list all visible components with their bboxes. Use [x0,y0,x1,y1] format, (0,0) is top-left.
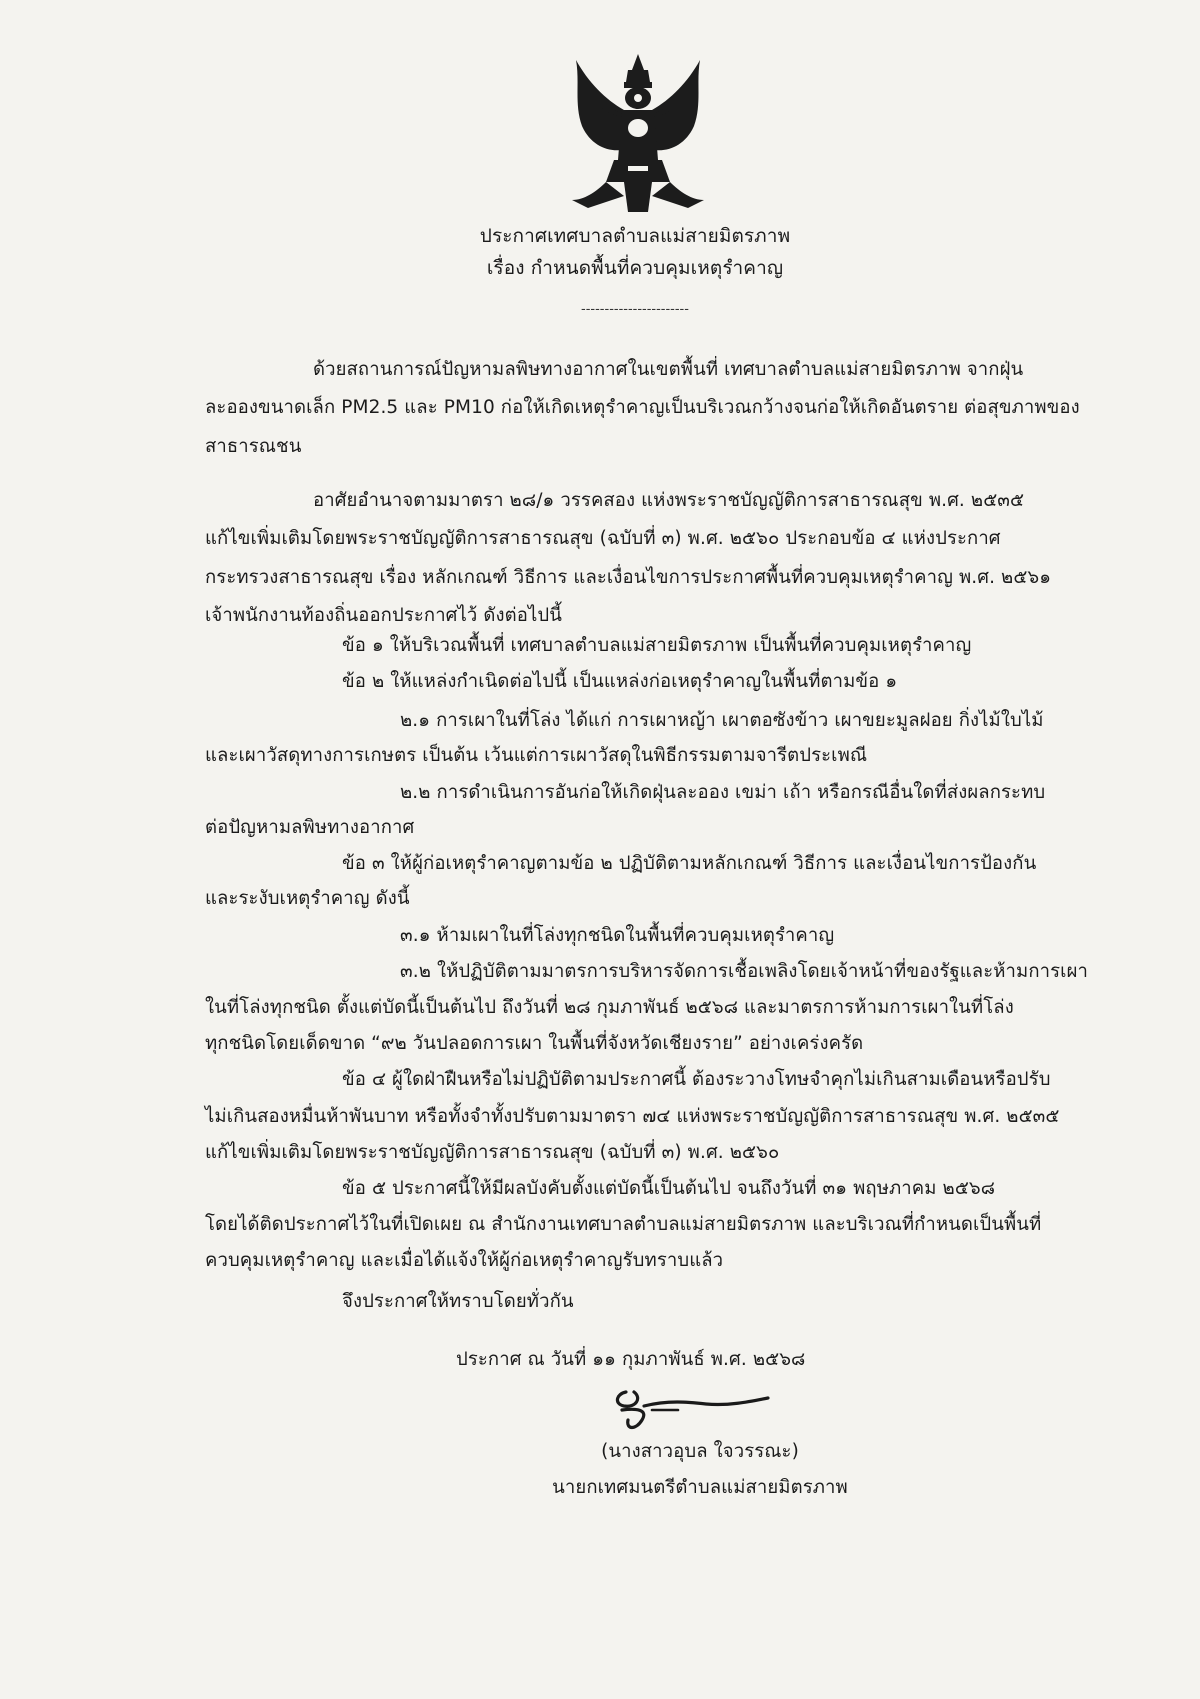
signer-position: นายกเทศมนตรีตำบลแม่สายมิตรภาพ [552,1477,848,1498]
para-1-line-2: ละอองขนาดเล็ก PM2.5 และ PM10 ก่อให้เกิดเหตุรำคาญเป็นบริเวณกว้างจนก่อให้เกิดอันตราย ต่อสุขภาพของ [205,397,1080,418]
clause-2-2-line-1: ๒.๒ การดำเนินการอันก่อให้เกิดฝุ่นละออง เขม่า เถ้า หรือกรณีอื่นใดที่ส่งผลกระทบ [400,782,1046,803]
para-2-line-1: อาศัยอำนาจตามมาตรา ๒๘/๑ วรรคสอง แห่งพระราชบัญญัติการสาธารณสุข พ.ศ. ๒๕๓๕ [313,490,1025,511]
para-2-line-3: กระทรวงสาธารณสุข เรื่อง หลักเกณฑ์ วิธีการ และเงื่อนไขการประกาศพื้นที่ควบคุมเหตุรำคาญ พ.ศ. ๒๕๖๑ [205,567,1052,588]
garuda-emblem-icon [566,52,710,218]
announcement-title: ประกาศเทศบาลตำบลแม่สายมิตรภาพ [479,225,791,247]
clause-3-line-2: และระงับเหตุรำคาญ ดังนี้ [205,888,410,909]
signer-name: (นางสาวอุบล ใจวรรณะ) [601,1441,799,1462]
clause-3-line-1: ข้อ ๓ ให้ผู้ก่อเหตุรำคาญตามข้อ ๒ ปฏิบัติตามหลักเกณฑ์ วิธีการ และเงื่อนไขการป้องกัน [342,853,1037,874]
closing-statement: จึงประกาศให้ทราบโดยทั่วกัน [342,1291,574,1312]
handwritten-signature [608,1380,778,1436]
clause-3-2-line-2: ในที่โล่งทุกชนิด ตั้งแต่บัดนี้เป็นต้นไป ถึงวันที่ ๒๘ กุมภาพันธ์ ๒๕๖๘ และมาตรการห้ามการเผาในที่โล่ง [205,997,1014,1018]
clause-3-2-line-1: ๓.๒ ให้ปฏิบัติตามมาตรการบริหารจัดการเชื้อเพลิงโดยเจ้าหน้าที่ของรัฐและห้ามการเผา [400,961,1089,982]
clause-2: ข้อ ๒ ให้แหล่งกำเนิดต่อไปนี้ เป็นแหล่งก่อเหตุรำคาญในพื้นที่ตามข้อ ๑ [342,671,898,692]
clause-4-line-2: ไม่เกินสองหมื่นห้าพันบาท หรือทั้งจำทั้งปรับตามมาตรา ๗๔ แห่งพระราชบัญญัติการสาธารณสุข พ.ศ. ๒๕๓๕ [205,1106,1060,1127]
clause-5-line-2: โดยได้ติดประกาศไว้ในที่เปิดเผย ณ สำนักงานเทศบาลตำบลแม่สายมิตรภาพ และบริเวณที่กำหนดเป็นพื้นที่ [205,1214,1042,1235]
clause-5-line-1: ข้อ ๕ ประกาศนี้ให้มีผลบังคับตั้งแต่บัดนี้เป็นต้นไป จนถึงวันที่ ๓๑ พฤษภาคม ๒๕๖๘ [342,1178,996,1199]
clause-4-line-3: แก้ไขเพิ่มเติมโดยพระราชบัญญัติการสาธารณสุข (ฉบับที่ ๓) พ.ศ. ๒๕๖๐ [205,1142,780,1163]
announcement-date: ประกาศ ณ วันที่ ๑๑ กุมภาพันธ์ พ.ศ. ๒๕๖๘ [456,1349,806,1370]
para-2-line-4: เจ้าพนักงานท้องถิ่นออกประกาศไว้ ดังต่อไปนี้ [205,605,562,626]
clause-4-line-1: ข้อ ๔ ผู้ใดฝ่าฝืนหรือไม่ปฏิบัติตามประกาศนี้ ต้องระวางโทษจำคุกไม่เกินสามเดือนหรือปรับ [342,1069,1051,1090]
clause-2-2-line-2: ต่อปัญหามลพิษทางอากาศ [205,817,415,838]
para-1-line-1: ด้วยสถานการณ์ปัญหามลพิษทางอากาศในเขตพื้นที่ เทศบาลตำบลแม่สายมิตรภาพ จากฝุ่น [313,359,1024,380]
para-1-line-3: สาธารณชน [205,436,302,457]
clause-5-line-3: ควบคุมเหตุรำคาญ และเมื่อได้แจ้งให้ผู้ก่อเหตุรำคาญรับทราบแล้ว [205,1250,724,1271]
clause-1: ข้อ ๑ ให้บริเวณพื้นที่ เทศบาลตำบลแม่สายมิตรภาพ เป็นพื้นที่ควบคุมเหตุรำคาญ [342,635,972,656]
clause-3-2-line-3: ทุกชนิดโดยเด็ดขาด “๙๒ วันปลอดการเผา ในพื้นที่จังหวัดเชียงราย” อย่างเคร่งครัด [205,1033,864,1054]
title-divider: ----------------------- [581,302,689,317]
clause-2-1-line-2: และเผาวัสดุทางการเกษตร เป็นต้น เว้นแต่การเผาวัสดุในพิธีกรรมตามจารีตประเพณี [205,745,868,766]
clause-2-1-line-1: ๒.๑ การเผาในที่โล่ง ได้แก่ การเผาหญ้า เผาตอซังข้าว เผาขยะมูลฝอย กิ่งไม้ใบไม้ [400,710,1044,731]
announcement-subject: เรื่อง กำหนดพื้นที่ควบคุมเหตุรำคาญ [486,257,784,279]
para-2-line-2: แก้ไขเพิ่มเติมโดยพระราชบัญญัติการสาธารณสุข (ฉบับที่ ๓) พ.ศ. ๒๕๖๐ ประกอบข้อ ๔ แห่งประกาศ [205,528,1001,549]
clause-3-1: ๓.๑ ห้ามเผาในที่โล่งทุกชนิดในพื้นที่ควบคุมเหตุรำคาญ [400,925,835,946]
